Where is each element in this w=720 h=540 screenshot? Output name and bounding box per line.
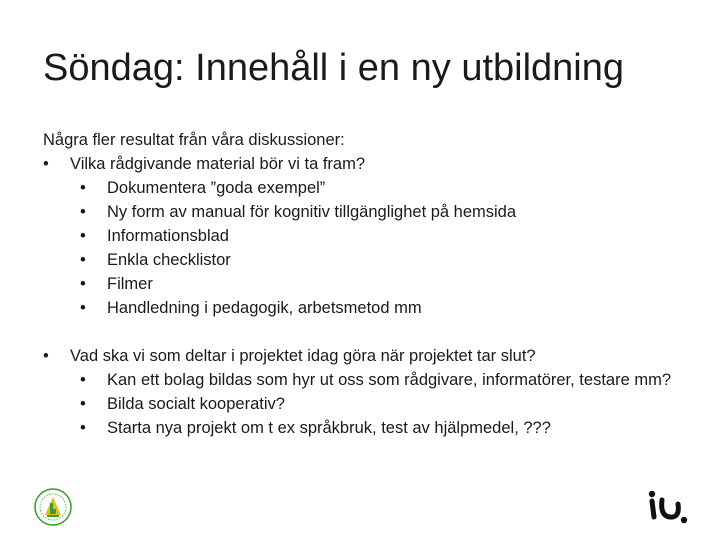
list-item: • Ny form av manual för kognitiv tillgänglighet på hemsida <box>43 200 693 224</box>
section-heading: • Vilka rådgivande material bör vi ta fram? <box>43 152 693 176</box>
organization-seal-logo <box>33 486 73 528</box>
list-item: • Bilda socialt kooperativ? <box>43 392 693 416</box>
list-item: • Filmer <box>43 272 693 296</box>
list-item: • Enkla checklistor <box>43 248 693 272</box>
list-item: • Kan ett bolag bildas som hyr ut oss som rådgivare, informatörer, testare mm? <box>43 368 693 392</box>
list-item: • Handledning i pedagogik, arbetsmetod mm <box>43 296 693 320</box>
list-item: • Starta nya projekt om t ex språkbruk, test av hjälpmedel, ??? <box>43 416 693 440</box>
slide-body <box>43 128 693 440</box>
section-heading: • Vad ska vi som deltar i projektet idag göra när projektet tar slut? <box>43 344 693 368</box>
intro-text: Några fler resultat från våra diskussioner: <box>43 131 345 149</box>
bullet-list <box>43 152 693 440</box>
iu-brand-logo <box>644 486 692 528</box>
slide-title: Söndag: Innehåll i en ny utbildning <box>43 47 625 89</box>
list-item: • Informationsblad <box>43 224 693 248</box>
list-item: • Dokumentera ”goda exempel” <box>43 176 693 200</box>
